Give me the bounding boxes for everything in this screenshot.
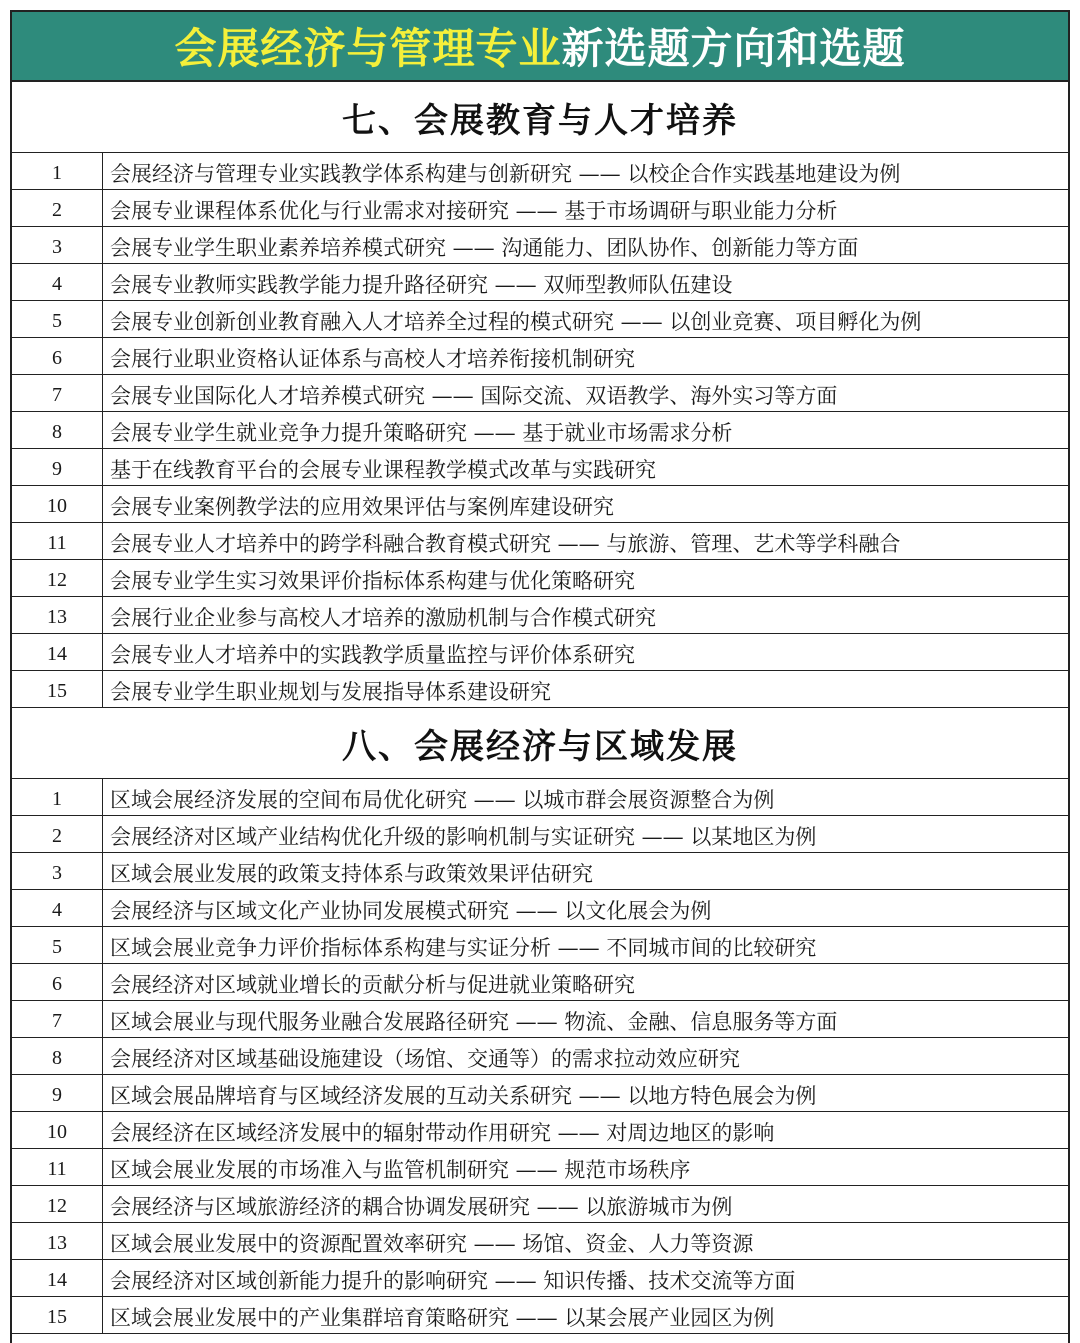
table-row xyxy=(12,227,1068,264)
table-row xyxy=(12,927,1068,964)
row-number: 12 xyxy=(12,560,103,596)
row-number: 2 xyxy=(12,190,103,226)
table-row xyxy=(12,523,1068,560)
row-number: 1 xyxy=(12,779,103,815)
row-topic: 会展专业课程体系优化与行业需求对接研究 —— 基于市场调研与职业能力分析 xyxy=(110,198,838,223)
table-row xyxy=(12,1297,1068,1334)
table-row xyxy=(12,486,1068,523)
row-topic: 会展经济对区域就业增长的贡献分析与促进就业策略研究 xyxy=(110,972,635,997)
table-row xyxy=(12,560,1068,597)
table-row xyxy=(12,264,1068,301)
table-row xyxy=(12,301,1068,338)
table-row xyxy=(12,190,1068,227)
table-row xyxy=(12,779,1068,816)
row-number: 10 xyxy=(12,486,103,522)
table-row xyxy=(12,449,1068,486)
row-topic: 区域会展业发展的政策支持体系与政策效果评估研究 xyxy=(110,861,593,886)
table-row xyxy=(12,816,1068,853)
row-topic: 会展经济在区域经济发展中的辐射带动作用研究 —— 对周边地区的影响 xyxy=(110,1120,775,1145)
row-topic: 会展经济对区域创新能力提升的影响研究 —— 知识传播、技术交流等方面 xyxy=(110,1268,796,1293)
row-number: 7 xyxy=(12,1001,103,1037)
row-topic: 会展专业教师实践教学能力提升路径研究 —— 双师型教师队伍建设 xyxy=(110,272,733,297)
table-body xyxy=(12,82,1068,1334)
table-row xyxy=(12,1186,1068,1223)
table-row xyxy=(12,597,1068,634)
row-topic: 区域会展业发展中的产业集群培育策略研究 —— 以某会展产业园区为例 xyxy=(110,1305,775,1330)
row-topic: 会展经济对区域基础设施建设（场馆、交通等）的需求拉动效应研究 xyxy=(110,1046,740,1071)
row-topic: 区域会展经济发展的空间布局优化研究 —— 以城市群会展资源整合为例 xyxy=(110,787,775,812)
title-highlight: 会展经济与管理专业 xyxy=(174,24,562,73)
row-topic: 基于在线教育平台的会展专业课程教学模式改革与实践研究 xyxy=(110,457,656,482)
topic-table xyxy=(10,10,1070,1343)
row-number: 4 xyxy=(12,890,103,926)
table-row xyxy=(12,1223,1068,1260)
table-row xyxy=(12,890,1068,927)
table-row xyxy=(12,634,1068,671)
row-number: 1 xyxy=(12,153,103,189)
row-number: 8 xyxy=(12,412,103,448)
table-row xyxy=(12,1112,1068,1149)
row-number: 13 xyxy=(12,1223,103,1259)
row-number: 3 xyxy=(12,227,103,263)
row-topic: 会展专业学生职业规划与发展指导体系建设研究 xyxy=(110,679,551,704)
row-topic: 区域会展业发展的市场准入与监管机制研究 —— 规范市场秩序 xyxy=(110,1157,691,1182)
row-topic: 会展专业人才培养中的实践教学质量监控与评价体系研究 xyxy=(110,642,635,667)
row-topic: 区域会展品牌培育与区域经济发展的互动关系研究 —— 以地方特色展会为例 xyxy=(110,1083,817,1108)
row-topic: 会展经济与管理专业实践教学体系构建与创新研究 —— 以校企合作实践基地建设为例 xyxy=(110,161,901,186)
table-row xyxy=(12,964,1068,1001)
row-number: 2 xyxy=(12,816,103,852)
row-topic: 会展专业创新创业教育融入人才培养全过程的模式研究 —— 以创业竞赛、项目孵化为例 xyxy=(110,309,922,334)
table-row xyxy=(12,153,1068,190)
row-number: 15 xyxy=(12,671,103,707)
row-number: 5 xyxy=(12,301,103,337)
row-number: 10 xyxy=(12,1112,103,1148)
row-number: 13 xyxy=(12,597,103,633)
row-topic: 会展专业国际化人才培养模式研究 —— 国际交流、双语教学、海外实习等方面 xyxy=(110,383,838,408)
row-number: 8 xyxy=(12,1038,103,1074)
row-topic: 会展经济对区域产业结构优化升级的影响机制与实证研究 —— 以某地区为例 xyxy=(110,824,817,849)
row-number: 4 xyxy=(12,264,103,300)
table-row xyxy=(12,375,1068,412)
table-title xyxy=(12,12,1068,82)
table-row xyxy=(12,1038,1068,1075)
section-heading: 八、会展经济与区域发展 xyxy=(12,708,1068,779)
row-topic: 会展专业学生就业竞争力提升策略研究 —— 基于就业市场需求分析 xyxy=(110,420,733,445)
table-row xyxy=(12,1260,1068,1297)
row-number: 9 xyxy=(12,1075,103,1111)
row-number: 7 xyxy=(12,375,103,411)
table-row xyxy=(12,1149,1068,1186)
row-number: 14 xyxy=(12,1260,103,1296)
table-row xyxy=(12,1001,1068,1038)
row-number: 15 xyxy=(12,1297,103,1333)
table-row xyxy=(12,338,1068,375)
row-topic: 会展专业人才培养中的跨学科融合教育模式研究 —— 与旅游、管理、艺术等学科融合 xyxy=(110,531,901,556)
section-heading: 七、会展教育与人才培养 xyxy=(12,82,1068,153)
row-topic: 会展行业职业资格认证体系与高校人才培养衔接机制研究 xyxy=(110,346,635,371)
row-number: 6 xyxy=(12,338,103,374)
row-number: 6 xyxy=(12,964,103,1000)
row-number: 11 xyxy=(12,1149,103,1185)
table-row xyxy=(12,1075,1068,1112)
row-number: 11 xyxy=(12,523,103,559)
row-topic: 区域会展业与现代服务业融合发展路径研究 —— 物流、金融、信息服务等方面 xyxy=(110,1009,838,1034)
row-topic: 会展经济与区域文化产业协同发展模式研究 —— 以文化展会为例 xyxy=(110,898,712,923)
row-number: 5 xyxy=(12,927,103,963)
row-number: 3 xyxy=(12,853,103,889)
table-row xyxy=(12,412,1068,449)
row-topic: 区域会展业发展中的资源配置效率研究 —— 场馆、资金、人力等资源 xyxy=(110,1231,754,1256)
row-number: 9 xyxy=(12,449,103,485)
row-topic: 会展行业企业参与高校人才培养的激励机制与合作模式研究 xyxy=(110,605,656,630)
table-row xyxy=(12,671,1068,708)
title-rest: 新选题方向和选题 xyxy=(561,24,906,73)
row-topic: 区域会展业竞争力评价指标体系构建与实证分析 —— 不同城市间的比较研究 xyxy=(110,935,817,960)
table-row xyxy=(12,853,1068,890)
row-topic: 会展专业学生职业素养培养模式研究 —— 沟通能力、团队协作、创新能力等方面 xyxy=(110,235,859,260)
row-topic: 会展经济与区域旅游经济的耦合协调发展研究 —— 以旅游城市为例 xyxy=(110,1194,733,1219)
row-number: 12 xyxy=(12,1186,103,1222)
row-topic: 会展专业学生实习效果评价指标体系构建与优化策略研究 xyxy=(110,568,635,593)
row-topic: 会展专业案例教学法的应用效果评估与案例库建设研究 xyxy=(110,494,614,519)
row-number: 14 xyxy=(12,634,103,670)
